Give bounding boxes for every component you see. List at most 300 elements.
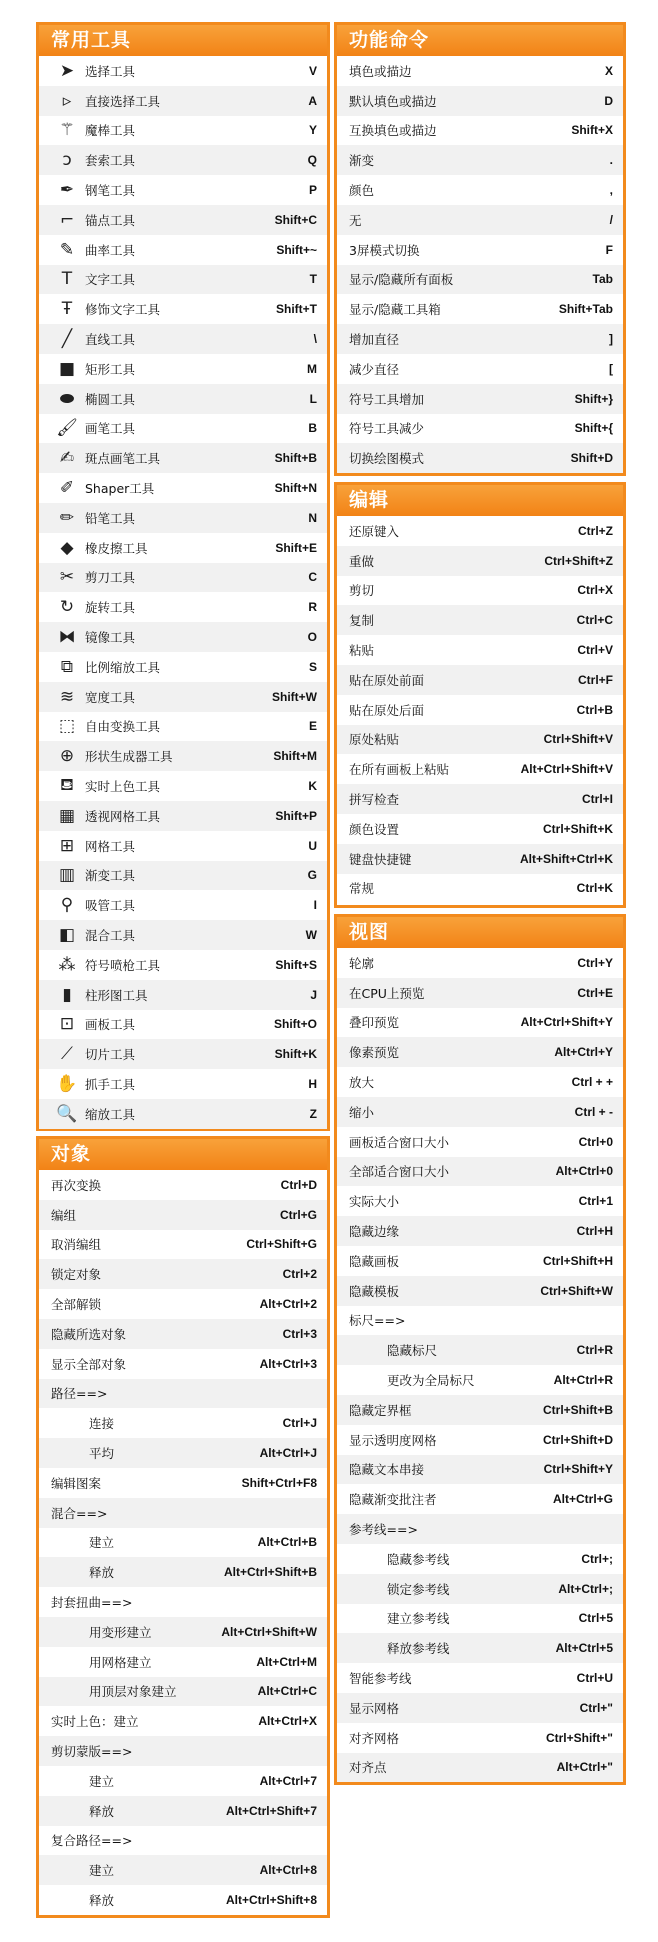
object-item-shortcut: Alt+Ctrl+B bbox=[257, 1535, 317, 1550]
tools-item-shortcut: E bbox=[308, 719, 317, 734]
view-item-shortcut: Alt+Ctrl+0 bbox=[555, 1164, 613, 1179]
edit-row bbox=[337, 576, 623, 606]
tools-item-shortcut: J bbox=[310, 987, 317, 1002]
view-row bbox=[337, 1514, 623, 1544]
view-row bbox=[337, 1306, 623, 1336]
commands-item-shortcut: . bbox=[609, 153, 613, 168]
edit-item-name: 常规 bbox=[349, 881, 375, 897]
object-item-name: 再次变换 bbox=[51, 1177, 102, 1193]
tools-item-shortcut: R bbox=[308, 600, 317, 615]
tools-item-name: 套索工具 bbox=[85, 153, 136, 169]
view-row bbox=[337, 1663, 623, 1693]
tools-item-name: 文字工具 bbox=[85, 272, 136, 288]
view-item-name: 像素预览 bbox=[349, 1045, 400, 1061]
tools-item-shortcut: O bbox=[307, 630, 317, 645]
object-row bbox=[39, 1826, 327, 1856]
object-item-name: 连接 bbox=[89, 1416, 115, 1432]
tools-item-name: 比例缩放工具 bbox=[85, 659, 161, 675]
tools-item-name: 吸管工具 bbox=[85, 898, 136, 914]
tools-item-shortcut: A bbox=[308, 93, 317, 108]
tools-item-name: 镜像工具 bbox=[85, 630, 136, 646]
commands-item-shortcut: / bbox=[609, 212, 613, 227]
touch-type-icon: Ŧ bbox=[61, 299, 73, 320]
view-item-name: 锁定参考线 bbox=[387, 1581, 450, 1597]
tools-item-name: 旋转工具 bbox=[85, 600, 136, 616]
gradient-icon: ▥ bbox=[58, 865, 76, 886]
commands-item-name: 颜色 bbox=[349, 183, 375, 199]
view-item-name: 放大 bbox=[349, 1075, 375, 1091]
tools-item-shortcut: I bbox=[313, 898, 317, 913]
edit-item-shortcut: Ctrl+Shift+K bbox=[542, 821, 613, 836]
commands-row bbox=[337, 205, 623, 235]
tools-item-name: 自由变换工具 bbox=[85, 719, 161, 735]
view-row bbox=[337, 1365, 623, 1395]
object-item-name: 释放 bbox=[89, 1893, 115, 1909]
tools-item-name: 切片工具 bbox=[85, 1047, 136, 1063]
tools-item-shortcut: Shift+P bbox=[275, 808, 317, 823]
tools-item-name: 画板工具 bbox=[85, 1017, 136, 1033]
ellipse-icon: ⬬ bbox=[59, 388, 75, 409]
commands-item-shortcut: [ bbox=[609, 361, 613, 376]
object-item-shortcut: Ctrl+D bbox=[280, 1177, 317, 1192]
width-icon: ≋ bbox=[59, 686, 75, 707]
tools-item-name: 选择工具 bbox=[85, 63, 136, 79]
rotate-icon: ↻ bbox=[59, 597, 75, 618]
commands-row bbox=[337, 175, 623, 205]
object-item-shortcut: Alt+Ctrl+Shift+8 bbox=[225, 1893, 317, 1908]
view-row bbox=[337, 1753, 623, 1783]
commands-item-name: 显示/隐藏工具箱 bbox=[349, 302, 441, 318]
view-item-name: 隐藏参考线 bbox=[387, 1551, 450, 1567]
tools-item-shortcut: Shift+S bbox=[275, 957, 317, 972]
tools-row bbox=[39, 354, 327, 384]
tools-item-name: 橡皮擦工具 bbox=[85, 540, 148, 556]
view-item-name: 隐藏标尺 bbox=[387, 1343, 438, 1359]
object-item-name: 混合==> bbox=[51, 1505, 108, 1521]
view-row bbox=[337, 1067, 623, 1097]
tools-item-name: 柱形图工具 bbox=[85, 987, 148, 1003]
object-item-shortcut: Alt+Ctrl+8 bbox=[259, 1863, 317, 1878]
object-item-shortcut: Ctrl+J bbox=[282, 1416, 317, 1431]
tools-item-name: 缩放工具 bbox=[85, 1106, 136, 1122]
edit-item-shortcut: Ctrl+X bbox=[577, 583, 613, 598]
object-item-shortcut: Ctrl+G bbox=[279, 1207, 317, 1222]
tools-row bbox=[39, 801, 327, 831]
edit-item-shortcut: Alt+Shift+Ctrl+K bbox=[519, 851, 613, 866]
tools-row bbox=[39, 414, 327, 444]
view-item-name: 参考线==> bbox=[349, 1522, 418, 1538]
view-row bbox=[337, 1544, 623, 1574]
tools-item-name: 形状生成器工具 bbox=[85, 749, 173, 765]
tools-item-shortcut: C bbox=[308, 570, 317, 585]
object-row bbox=[39, 1736, 327, 1766]
scale-icon: ⧉ bbox=[60, 656, 74, 677]
perspective-grid-icon: ▦ bbox=[58, 805, 76, 826]
tools-item-name: 抓手工具 bbox=[85, 1076, 136, 1092]
edit-item-shortcut: Ctrl+K bbox=[576, 881, 613, 896]
tools-panel bbox=[36, 22, 330, 1131]
commands-item-name: 填色或描边 bbox=[349, 63, 412, 79]
object-item-name: 隐藏所选对象 bbox=[51, 1326, 127, 1342]
edit-list bbox=[337, 516, 623, 903]
view-item-name: 在CPU上预览 bbox=[349, 985, 425, 1001]
artboard-icon: ⊡ bbox=[59, 1014, 75, 1035]
tools-row bbox=[39, 443, 327, 473]
object-item-shortcut: Ctrl+3 bbox=[282, 1326, 317, 1341]
view-item-shortcut: Ctrl+0 bbox=[578, 1134, 613, 1149]
edit-row bbox=[337, 546, 623, 576]
commands-item-shortcut: D bbox=[604, 93, 613, 108]
object-item-name: 复合路径==> bbox=[51, 1833, 133, 1849]
tools-item-shortcut: Shift+N bbox=[274, 481, 317, 496]
object-item-name: 路径==> bbox=[51, 1386, 108, 1402]
object-item-name: 剪切蒙版==> bbox=[51, 1744, 133, 1760]
view-row bbox=[337, 1008, 623, 1038]
edit-item-shortcut: Ctrl+Shift+Z bbox=[544, 553, 613, 568]
view-item-shortcut: Ctrl+; bbox=[581, 1551, 613, 1566]
scissors-icon: ✂ bbox=[59, 567, 75, 588]
commands-item-name: 增加直径 bbox=[349, 332, 400, 348]
tools-item-name: 渐变工具 bbox=[85, 868, 136, 884]
tools-item-name: 曲率工具 bbox=[85, 242, 136, 258]
view-item-shortcut: Ctrl+Shift+W bbox=[540, 1283, 613, 1298]
object-row bbox=[39, 1230, 327, 1260]
view-item-name: 更改为全局标尺 bbox=[387, 1373, 475, 1389]
object-item-shortcut: Ctrl+2 bbox=[282, 1267, 317, 1282]
edit-item-shortcut: Ctrl+B bbox=[576, 702, 613, 717]
view-item-name: 缩小 bbox=[349, 1104, 375, 1120]
object-row bbox=[39, 1528, 327, 1558]
view-row bbox=[337, 978, 623, 1008]
commands-row bbox=[337, 354, 623, 384]
column-graph-icon: ▮ bbox=[62, 984, 72, 1005]
tools-item-name: 实时上色工具 bbox=[85, 779, 161, 795]
commands-panel-title: 功能命令 bbox=[337, 25, 623, 56]
view-row bbox=[337, 1246, 623, 1276]
tools-row bbox=[39, 950, 327, 980]
tools-item-shortcut: Shift+~ bbox=[276, 242, 317, 257]
mesh-icon: ⊞ bbox=[59, 835, 75, 856]
tools-row bbox=[39, 384, 327, 414]
symbol-sprayer-icon: ⁂ bbox=[58, 954, 76, 975]
edit-item-name: 贴在原处前面 bbox=[349, 672, 425, 688]
object-item-name: 锁定对象 bbox=[51, 1267, 102, 1283]
commands-list bbox=[337, 56, 623, 473]
tools-item-shortcut: Shift+M bbox=[273, 749, 317, 764]
commands-item-shortcut: , bbox=[609, 183, 613, 198]
tools-row bbox=[39, 771, 327, 801]
view-item-name: 释放参考线 bbox=[387, 1641, 450, 1657]
view-item-name: 隐藏边缘 bbox=[349, 1224, 400, 1240]
object-item-name: 实时上色：建立 bbox=[51, 1714, 139, 1730]
tools-item-name: 透视网格工具 bbox=[85, 808, 161, 824]
object-row bbox=[39, 1885, 327, 1915]
view-item-shortcut: Ctrl+" bbox=[579, 1700, 613, 1715]
object-item-shortcut: Alt+Ctrl+Shift+B bbox=[223, 1565, 317, 1580]
edit-row bbox=[337, 635, 623, 665]
object-item-shortcut: Alt+Ctrl+7 bbox=[259, 1773, 317, 1788]
tools-row bbox=[39, 1099, 327, 1129]
view-item-shortcut: Ctrl+1 bbox=[578, 1194, 613, 1209]
object-row bbox=[39, 1319, 327, 1349]
commands-row bbox=[337, 384, 623, 414]
tools-item-shortcut: L bbox=[309, 391, 317, 406]
view-item-shortcut: Alt+Ctrl+5 bbox=[555, 1641, 613, 1656]
view-item-shortcut: Ctrl+Shift+" bbox=[545, 1730, 613, 1745]
object-item-name: 平均 bbox=[89, 1446, 115, 1462]
view-item-shortcut: Ctrl+Shift+Y bbox=[543, 1462, 613, 1477]
pencil-icon: ✏ bbox=[59, 507, 75, 528]
view-item-name: 对齐点 bbox=[349, 1760, 387, 1776]
commands-row bbox=[337, 414, 623, 444]
view-item-name: 隐藏定界框 bbox=[349, 1402, 412, 1418]
view-item-name: 叠印预览 bbox=[349, 1015, 400, 1031]
tools-row bbox=[39, 1010, 327, 1040]
view-item-name: 全部适合窗口大小 bbox=[349, 1164, 450, 1180]
live-paint-bucket-icon: ⛾ bbox=[60, 775, 74, 796]
blob-brush-icon: ✍ bbox=[59, 448, 75, 469]
paintbrush-icon: 🖌 bbox=[56, 418, 78, 439]
object-row bbox=[39, 1468, 327, 1498]
edit-item-shortcut: Alt+Ctrl+Shift+V bbox=[520, 762, 613, 777]
object-panel bbox=[36, 1136, 330, 1918]
tools-item-shortcut: Shift+B bbox=[274, 451, 317, 466]
commands-row bbox=[337, 265, 623, 295]
zoom-icon: 🔍 bbox=[56, 1103, 78, 1124]
view-row bbox=[337, 1604, 623, 1634]
line-segment-icon: ╱ bbox=[61, 329, 73, 350]
tools-item-name: 锚点工具 bbox=[85, 212, 136, 228]
view-item-name: 显示透明度网格 bbox=[349, 1432, 437, 1448]
tools-row bbox=[39, 652, 327, 682]
tools-panel-title: 常用工具 bbox=[39, 25, 327, 56]
edit-item-name: 颜色设置 bbox=[349, 821, 400, 837]
object-item-shortcut: Alt+Ctrl+Shift+W bbox=[221, 1624, 317, 1639]
tools-row bbox=[39, 980, 327, 1010]
edit-item-name: 键盘快捷键 bbox=[349, 851, 412, 867]
tools-row bbox=[39, 265, 327, 295]
edit-row bbox=[337, 695, 623, 725]
tools-item-name: 宽度工具 bbox=[85, 689, 136, 705]
tools-item-shortcut: M bbox=[307, 361, 317, 376]
view-item-name: 显示网格 bbox=[349, 1700, 400, 1716]
tools-row bbox=[39, 831, 327, 861]
object-item-name: 建立 bbox=[89, 1535, 115, 1551]
tools-item-shortcut: N bbox=[308, 510, 317, 525]
tools-item-shortcut: Shift+O bbox=[273, 1017, 317, 1032]
object-panel-title: 对象 bbox=[39, 1139, 327, 1170]
view-row bbox=[337, 1425, 623, 1455]
edit-item-shortcut: Ctrl+C bbox=[576, 613, 613, 628]
view-item-shortcut: Ctrl+Shift+B bbox=[542, 1402, 613, 1417]
view-list bbox=[337, 948, 623, 1782]
commands-item-name: 减少直径 bbox=[349, 361, 400, 377]
edit-item-name: 重做 bbox=[349, 553, 375, 569]
commands-row bbox=[337, 294, 623, 324]
tools-row bbox=[39, 175, 327, 205]
tools-row bbox=[39, 920, 327, 950]
direct-selection-arrow-icon: ▹ bbox=[62, 90, 72, 111]
tools-item-name: 椭圆工具 bbox=[85, 391, 136, 407]
view-row bbox=[337, 1335, 623, 1365]
view-item-name: 隐藏画板 bbox=[349, 1253, 400, 1269]
edit-panel bbox=[334, 482, 626, 908]
tools-item-name: 网格工具 bbox=[85, 838, 136, 854]
object-item-shortcut: Alt+Ctrl+Shift+7 bbox=[225, 1803, 317, 1818]
rectangle-icon: ■ bbox=[58, 358, 76, 379]
commands-row bbox=[337, 116, 623, 146]
object-item-shortcut: Alt+Ctrl+X bbox=[258, 1714, 317, 1729]
tools-item-shortcut: H bbox=[308, 1076, 317, 1091]
edit-item-name: 贴在原处后面 bbox=[349, 702, 425, 718]
object-row bbox=[39, 1706, 327, 1736]
view-item-shortcut: Ctrl + + bbox=[571, 1075, 613, 1090]
edit-item-shortcut: Ctrl+V bbox=[577, 643, 613, 658]
commands-row bbox=[337, 324, 623, 354]
view-item-shortcut: Ctrl+E bbox=[577, 985, 613, 1000]
object-row bbox=[39, 1677, 327, 1707]
object-item-name: 建立 bbox=[89, 1773, 115, 1789]
object-item-shortcut: Alt+Ctrl+J bbox=[259, 1446, 317, 1461]
tools-item-shortcut: G bbox=[307, 868, 317, 883]
object-item-name: 取消编组 bbox=[51, 1237, 102, 1253]
tools-item-name: 画笔工具 bbox=[85, 421, 136, 437]
view-item-shortcut: Ctrl+5 bbox=[578, 1611, 613, 1626]
edit-row bbox=[337, 605, 623, 635]
edit-row bbox=[337, 784, 623, 814]
tools-item-shortcut: T bbox=[309, 272, 317, 287]
commands-item-shortcut: Shift+X bbox=[571, 123, 613, 138]
object-item-name: 释放 bbox=[89, 1565, 115, 1581]
edit-row bbox=[337, 665, 623, 695]
edit-row bbox=[337, 754, 623, 784]
edit-item-shortcut: Ctrl+F bbox=[577, 672, 613, 687]
tools-row bbox=[39, 861, 327, 891]
tools-row bbox=[39, 324, 327, 354]
edit-panel-title: 编辑 bbox=[337, 485, 623, 516]
view-item-name: 轮廓 bbox=[349, 955, 375, 971]
view-item-shortcut: Alt+Ctrl+Y bbox=[554, 1045, 613, 1060]
view-row bbox=[337, 1395, 623, 1425]
tools-item-name: Shaper工具 bbox=[85, 481, 155, 497]
object-item-name: 用网格建立 bbox=[89, 1654, 152, 1670]
type-icon: T bbox=[61, 269, 73, 290]
commands-row bbox=[337, 443, 623, 473]
tools-item-name: 魔棒工具 bbox=[85, 123, 136, 139]
object-item-name: 显示全部对象 bbox=[51, 1356, 127, 1372]
object-row bbox=[39, 1855, 327, 1885]
commands-item-shortcut: Shift+Tab bbox=[558, 302, 613, 317]
edit-item-name: 复制 bbox=[349, 613, 375, 629]
view-item-name: 隐藏渐变批注者 bbox=[349, 1492, 437, 1508]
object-row bbox=[39, 1796, 327, 1826]
view-item-name: 隐藏模板 bbox=[349, 1283, 400, 1299]
pen-icon: ✒ bbox=[59, 180, 75, 201]
object-row bbox=[39, 1408, 327, 1438]
tools-item-shortcut: K bbox=[308, 779, 317, 794]
commands-item-shortcut: Shift+} bbox=[574, 391, 613, 406]
tools-row bbox=[39, 116, 327, 146]
curvature-pen-icon: ✎ bbox=[59, 239, 75, 260]
object-item-shortcut: Alt+Ctrl+C bbox=[257, 1684, 317, 1699]
tools-item-name: 斑点画笔工具 bbox=[85, 451, 161, 467]
view-row bbox=[337, 1455, 623, 1485]
tools-item-shortcut: Shift+C bbox=[274, 212, 317, 227]
edit-item-name: 拼写检查 bbox=[349, 792, 400, 808]
view-item-name: 隐藏文本串接 bbox=[349, 1462, 425, 1478]
view-item-shortcut: Ctrl+Y bbox=[577, 955, 613, 970]
view-item-shortcut: Ctrl+U bbox=[576, 1671, 613, 1686]
object-item-name: 释放 bbox=[89, 1803, 115, 1819]
object-item-name: 用变形建立 bbox=[89, 1624, 152, 1640]
edit-row bbox=[337, 874, 623, 904]
tools-item-name: 符号喷枪工具 bbox=[85, 957, 161, 973]
object-item-name: 封套扭曲==> bbox=[51, 1595, 133, 1611]
object-item-name: 编组 bbox=[51, 1207, 77, 1223]
eraser-icon: ◆ bbox=[60, 537, 74, 558]
tools-row bbox=[39, 56, 327, 86]
object-row bbox=[39, 1766, 327, 1796]
anchor-point-icon: ⌐ bbox=[59, 209, 75, 230]
free-transform-icon: ⬚ bbox=[58, 716, 76, 737]
edit-item-name: 剪切 bbox=[349, 583, 375, 599]
view-item-shortcut: Ctrl+Shift+H bbox=[542, 1253, 613, 1268]
view-row bbox=[337, 1484, 623, 1514]
object-row bbox=[39, 1617, 327, 1647]
view-item-shortcut: Alt+Ctrl+" bbox=[556, 1760, 613, 1775]
tools-row bbox=[39, 712, 327, 742]
object-item-shortcut: Ctrl+Shift+G bbox=[246, 1237, 317, 1252]
tools-item-name: 直线工具 bbox=[85, 332, 136, 348]
object-row bbox=[39, 1259, 327, 1289]
commands-item-name: 切换绘图模式 bbox=[349, 451, 425, 467]
object-item-shortcut: Alt+Ctrl+2 bbox=[259, 1297, 317, 1312]
tools-item-shortcut: W bbox=[305, 928, 317, 942]
view-row bbox=[337, 948, 623, 978]
view-row bbox=[337, 1037, 623, 1067]
view-item-shortcut: Ctrl + - bbox=[574, 1104, 613, 1119]
tools-item-shortcut: Shift+E bbox=[275, 540, 317, 555]
object-row bbox=[39, 1498, 327, 1528]
tools-item-shortcut: Shift+T bbox=[276, 302, 317, 317]
view-row bbox=[337, 1097, 623, 1127]
tools-item-shortcut: U bbox=[308, 838, 317, 853]
view-panel bbox=[334, 914, 626, 1785]
tools-row bbox=[39, 1069, 327, 1099]
magic-wand-icon: ⚚ bbox=[59, 120, 75, 141]
object-list bbox=[39, 1170, 327, 1915]
blend-icon: ◧ bbox=[58, 925, 76, 945]
commands-item-name: 无 bbox=[349, 212, 362, 228]
commands-panel bbox=[334, 22, 626, 476]
hand-icon: ✋ bbox=[56, 1073, 78, 1094]
tools-item-shortcut: Q bbox=[307, 153, 317, 168]
tools-item-shortcut: Shift+K bbox=[274, 1047, 317, 1062]
tools-row bbox=[39, 622, 327, 652]
commands-item-name: 默认填色或描边 bbox=[349, 93, 437, 109]
commands-row bbox=[337, 235, 623, 265]
object-row bbox=[39, 1438, 327, 1468]
tools-item-name: 钢笔工具 bbox=[85, 183, 136, 199]
edit-row bbox=[337, 844, 623, 874]
edit-item-shortcut: Ctrl+Z bbox=[577, 523, 613, 538]
selection-arrow-icon: ➤ bbox=[59, 60, 75, 81]
object-row bbox=[39, 1349, 327, 1379]
tools-row bbox=[39, 294, 327, 324]
commands-row bbox=[337, 145, 623, 175]
view-row bbox=[337, 1693, 623, 1723]
lasso-icon: ↄ bbox=[62, 150, 72, 171]
